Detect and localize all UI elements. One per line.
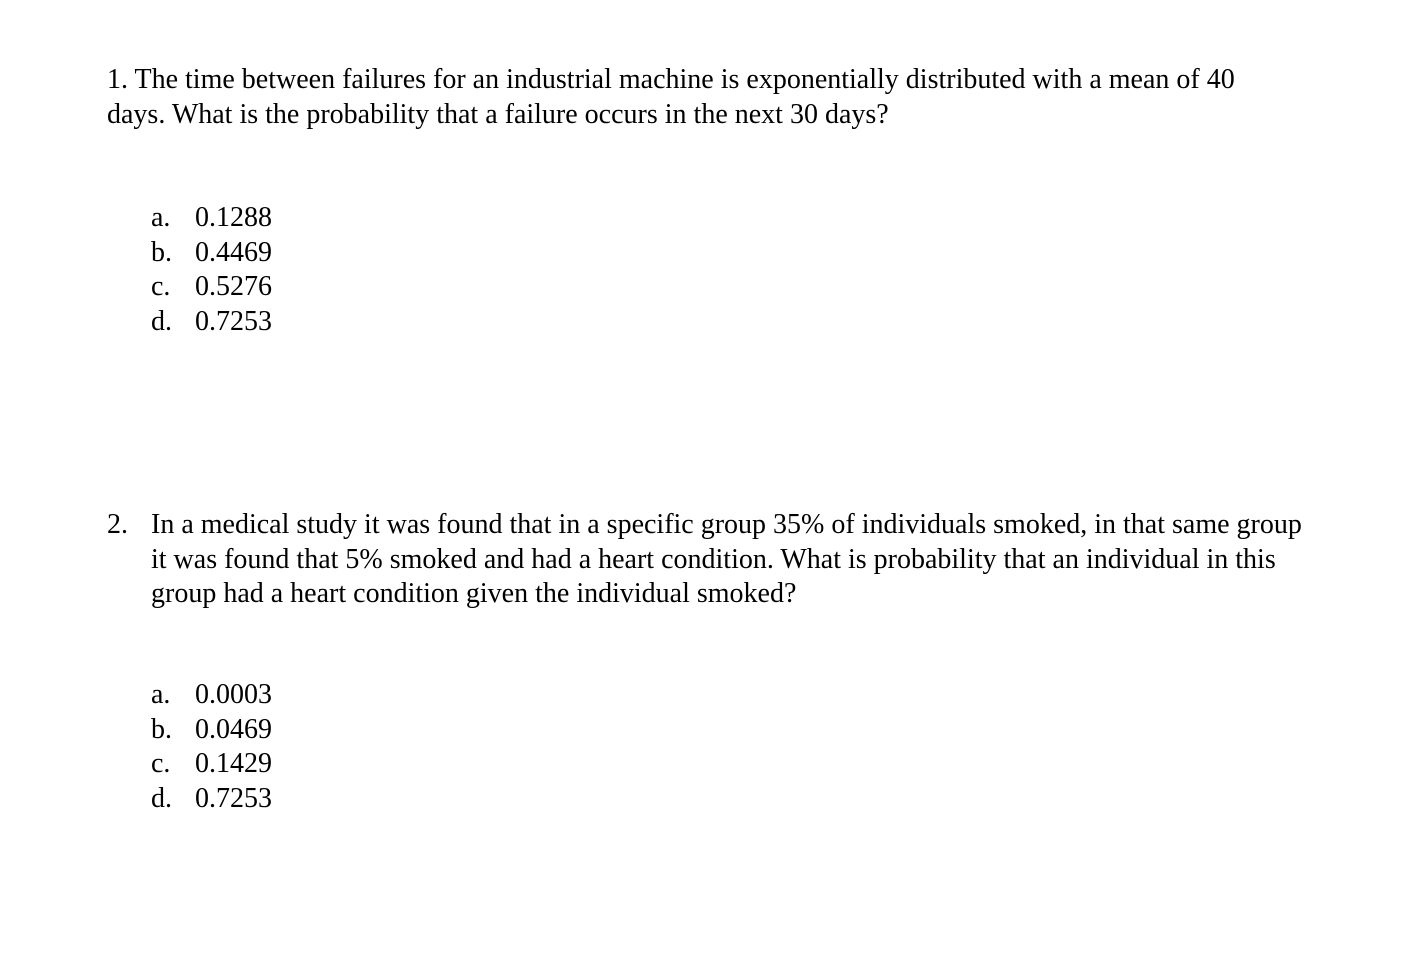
option-item (151, 305, 272, 340)
option-item (151, 270, 272, 305)
option-letter: b. (151, 236, 172, 268)
option-letter: c. (151, 271, 171, 302)
option-value: 0.0469 (195, 713, 272, 745)
option-item (151, 713, 272, 748)
question-2-text: In a medical study it was found that in a specific group 35% of individuals smoked, in that same group it was found that 5% smoked and had a heart condition. What is probability that an individual in this group had a heart condition given the individual smoked? (151, 509, 1302, 609)
option-value: 0.0003 (195, 679, 272, 710)
option-value: 0.4469 (195, 236, 272, 268)
option-letter: a. (151, 679, 171, 710)
question-1-text: 1. The time between failures for an industrial machine is exponentially distributed with a mean of 40 days. What is the probability that a failure occurs in the next 30 days? (107, 64, 1235, 130)
option-item (151, 747, 272, 782)
option-letter: a. (151, 202, 171, 233)
option-letter: b. (151, 713, 172, 745)
question-2 (107, 508, 1307, 612)
option-value: 0.7253 (195, 782, 272, 814)
question-1-options (151, 201, 272, 339)
option-value: 0.5276 (195, 271, 272, 302)
question-1 (107, 63, 1287, 132)
option-letter: d. (151, 305, 172, 337)
option-letter: d. (151, 782, 172, 814)
question-2-number: 2. (107, 509, 128, 540)
option-item (151, 782, 272, 817)
option-item (151, 678, 272, 713)
option-value: 0.1288 (195, 202, 272, 233)
option-value: 0.1429 (195, 748, 272, 779)
option-item (151, 236, 272, 271)
option-item (151, 201, 272, 236)
question-2-options (151, 678, 272, 816)
option-value: 0.7253 (195, 305, 272, 337)
option-letter: c. (151, 748, 171, 779)
